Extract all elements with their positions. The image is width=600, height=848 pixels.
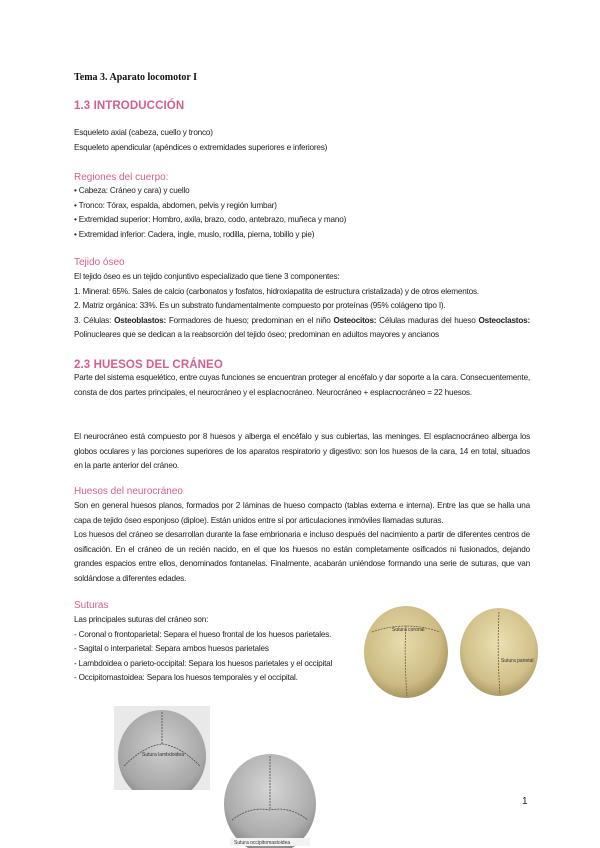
- intro-line: Esqueleto apendicular (apéndices o extremidades superiores e inferiores): [74, 142, 328, 152]
- list-item: • Extremidad superior: Hombro, axila, brazo, codo, antebrazo, muñeca y mano): [74, 215, 347, 225]
- tejido-heading: Tejido óseo: [74, 257, 125, 268]
- skull-top-view-image: [360, 602, 452, 702]
- list-item: • Cabeza: Cráneo y cara) y cuello: [74, 186, 190, 195]
- list-item: • Tronco: Tórax, espalda, abdomen, pelvis y región lumbar): [74, 200, 277, 210]
- craneo-paragraph-2: El neurocráneo está compuesto por 8 huesos y alberga el encéfalo y sus cubiertas, las meninges. El esplacnocráneo alberga los globos oculares y las porciones superiores de los aparatos respiratorio y digestivo: son los huesos de la cara, 14 en total, situados en la parte anterior del cráneo.: [74, 432, 530, 471]
- skull-back-view-image: [220, 750, 320, 848]
- tejido-text: [74, 270, 530, 343]
- regiones-heading: Regiones del cuerpo:: [74, 172, 169, 183]
- tejido-intro: El tejido óseo es un tejido conjuntivo especializado que tiene 3 componentes:: [74, 272, 340, 281]
- intro-text: [74, 126, 530, 155]
- list-item: - Lambdoidea o parieto-occipital: Separa los huesos parietales y el occipital: [74, 658, 333, 668]
- skull-caption: Sutura parietal: [501, 658, 534, 664]
- suturas-list: [74, 613, 354, 686]
- craneo-heading: 2.3 HUESOS DEL CRÁNEO: [74, 359, 223, 371]
- skull-back-view-image: [114, 706, 210, 790]
- suturas-heading: Suturas: [74, 600, 109, 611]
- skull-caption: Sutura coronal: [392, 627, 425, 633]
- list-item: - Occipitomastoidea: Separa los huesos temporales y el occipital.: [74, 673, 298, 683]
- intro-line: Esqueleto axial (cabeza, cuello y tronco): [74, 128, 213, 137]
- skull-top-view-image: [456, 604, 542, 700]
- skull-caption: Sutura occipitomastoidea: [234, 840, 291, 846]
- list-item: Las principales suturas del cráneo son:: [74, 615, 209, 624]
- tejido-item-1: 1. Mineral: 65%. Sales de calcio (carbonatos y fosfatos, hidroxiapatita de estructura cristalizada) y de otros elementos.: [74, 286, 479, 296]
- tejido-item-2: 2. Matriz orgánica: 33%. Es un substrato fundamentalmente compuesto por proteínas (95% colágeno tipo I).: [74, 301, 446, 311]
- intro-heading: 1.3 INTRODUCCIÓN: [74, 100, 185, 112]
- list-item: • Extremidad inferior: Cadera, ingle, muslo, rodilla, pierna, tobillo y pie): [74, 229, 315, 239]
- craneo-paragraph-1: Parte del sistema esquelético, entre cuyas funciones se encuentran proteger al encéfalo y dar soporte a la cara. Consecuentemente, consta de dos partes principales, el neurocráneo y el esplacnocráneo. Neurocráneo + esplacnocráneo = 22 huesos.: [74, 373, 530, 397]
- document-header: Tema 3. Aparato locomotor I: [74, 72, 198, 83]
- neurocraneo-paragraph-1: Son en general huesos planos, formados por 2 láminas de hueso compacto (tablas externa e interna). Entre las que se halla una capa de tejido óseo esponjoso (diploe). Están unidos entre sí por articulaciones inmóviles llamadas suturas.: [74, 501, 530, 525]
- neurocraneo-paragraph-2: Los huesos del cráneo se desarrollan durante la fase embrionaria e incluso después del nacimiento a partir de diferentes centros de osificación. En el cráneo de un recién nacido, en el que los huesos no están completamente osificados ni fusionados, dejando grandes espacios entre ellos, denominados fontanelas. Finalmente, acabarán uniéndose formando una serie de suturas, que van soldándose a diferentes edades.: [74, 530, 530, 583]
- tejido-item-3: 3. Células: Osteoblastos: Formadores de hueso; predominan en el niño Osteocitos: Células maduras del hueso Osteoclastos: Polinucleares que se dedican a la reabsorción del tejido óseo; predominan en adultos mayores y ancianos: [74, 315, 530, 340]
- page-number: 1: [522, 796, 528, 807]
- list-item: - Sagital o interparietal: Separa ambos huesos parietales: [74, 644, 269, 654]
- skull-caption: Sutura lambdoidea: [142, 752, 184, 758]
- neurocraneo-heading: Huesos del neurocráneo: [74, 486, 183, 497]
- list-item: - Coronal o frontoparietal: Separa el hueso frontal de los huesos parietales.: [74, 629, 332, 639]
- regiones-list: [74, 184, 530, 242]
